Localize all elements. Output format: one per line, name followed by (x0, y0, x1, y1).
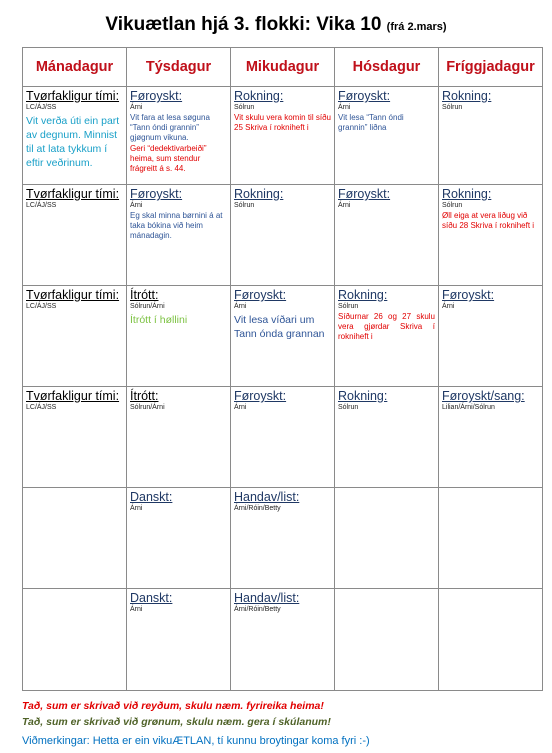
title-main: Vikuætlan hjá 3. flokki: Vika 10 (105, 14, 382, 35)
empty-cell (335, 488, 439, 589)
lesson-cell (439, 387, 543, 488)
lesson-subject: Danskt: (130, 490, 173, 504)
lesson-subject: Ítrótt: (130, 389, 159, 403)
lesson-teacher: Lilian/Árni/Sólrun (442, 404, 495, 411)
lesson-subject: Tvørfakligur tími: (26, 389, 120, 403)
lesson-teacher: Árni (130, 606, 143, 613)
empty-cell (335, 589, 439, 691)
lesson-cell (127, 286, 231, 387)
lesson-teacher: Árni/Róin/Betty (234, 606, 281, 613)
lesson-cell (23, 286, 127, 387)
lesson-note: Síðurnar 26 og 27 skulu vera gjørdar Skriva í rokniheft i (338, 312, 435, 341)
lesson-cell (439, 87, 543, 185)
lesson-teacher: LC/ÁJ/SS (26, 202, 57, 209)
lesson-subject: Tvørfakligur tími: (26, 89, 120, 103)
lesson-subject: Handav/list: (234, 591, 300, 605)
schedule-row-4 (23, 387, 543, 488)
schedule-row-2 (23, 185, 543, 286)
lesson-homework-note: Geri “dedektivarbeiði” heima, sum stendur frágreitt á s. 44. (130, 144, 207, 173)
lesson-note: Øll eiga at vera liðug við síðu 28 Skriva í rokniheft i (442, 211, 535, 230)
lesson-cell (335, 185, 439, 286)
lesson-subject: Tvørfakligur tími: (26, 288, 120, 302)
lesson-cell (439, 185, 543, 286)
lesson-note: Vit skulu vera komin til síðu 25 Skriva í rokniheft i (234, 113, 331, 132)
lesson-cell (127, 488, 231, 589)
lesson-cell (335, 87, 439, 185)
lesson-teacher: Sólrun (338, 303, 359, 310)
lesson-cell (23, 185, 127, 286)
footer-red-legend: Tað, sum er skrivað við reyðum, skulu næm. fyrireika heima! (22, 700, 324, 712)
lesson-subject: Rokning: (338, 389, 388, 403)
lesson-teacher: Sólrun (234, 104, 255, 111)
lesson-cell (127, 387, 231, 488)
lesson-cell (23, 87, 127, 185)
lesson-note: Ítrótt í høllini (130, 314, 188, 326)
lesson-subject: Rokning: (442, 187, 492, 201)
lesson-teacher: Árni (338, 202, 351, 209)
lesson-cell (231, 185, 335, 286)
lesson-subject: Ítrótt: (130, 288, 159, 302)
lesson-cell (231, 87, 335, 185)
lesson-cell (231, 286, 335, 387)
lesson-note: Vit fara at lesa søguna “Tann óndi grannin” gjøgnum vikuna. (130, 113, 210, 142)
lesson-teacher: Árni (442, 303, 455, 310)
lesson-teacher: Árni (130, 104, 143, 111)
lesson-subject: Rokning: (234, 187, 284, 201)
lesson-teacher: LC/ÁJ/SS (26, 104, 57, 111)
day-header-thursday: Hósdagur (335, 48, 439, 87)
lesson-teacher: Sólrun (234, 202, 255, 209)
empty-cell (23, 589, 127, 691)
lesson-teacher: Sólrun (442, 104, 463, 111)
schedule-row-5 (23, 488, 543, 589)
lesson-subject: Føroyskt: (130, 187, 183, 201)
schedule-row-6 (23, 589, 543, 691)
lesson-subject: Rokning: (338, 288, 388, 302)
lesson-subject: Rokning: (234, 89, 284, 103)
lesson-note: Vit lesa víðari um Tann ónda grannan (234, 314, 325, 340)
day-header-tuesday: Týsdagur (127, 48, 231, 87)
lesson-cell (439, 286, 543, 387)
empty-cell (439, 589, 543, 691)
lesson-teacher: Sólrun/Árni (130, 303, 165, 310)
day-header-friday: Fríggjadagur (439, 48, 543, 87)
schedule-row-3 (23, 286, 543, 387)
empty-cell (439, 488, 543, 589)
footer-remarks: Viðmerkingar: Hetta er ein vikuÆTLAN, tí kunnu broytingar koma fyri :-) (22, 735, 370, 747)
lesson-cell (335, 387, 439, 488)
lesson-teacher: Sólrun (442, 202, 463, 209)
lesson-subject: Føroyskt: (338, 187, 391, 201)
lesson-note: Vit verða úti ein part av degnum. Minnist til at lata tykkum í eftir veðrinum. (26, 115, 120, 169)
lesson-cell (127, 589, 231, 691)
lesson-teacher: Árni/Róin/Betty (234, 505, 281, 512)
lesson-teacher: Árni (234, 303, 247, 310)
title-date: (frá 2.mars) (386, 21, 447, 33)
lesson-teacher: Sólrun/Árni (130, 404, 165, 411)
lesson-cell (231, 589, 335, 691)
lesson-subject: Tvørfakligur tími: (26, 187, 120, 201)
lesson-subject: Føroyskt/sang: (442, 389, 525, 403)
footer-green-legend: Tað, sum er skrivað við grønum, skulu næm. gera í skúlanum! (22, 716, 331, 728)
empty-cell (23, 488, 127, 589)
day-header-row (23, 48, 543, 87)
lesson-teacher: Árni (130, 202, 143, 209)
lesson-subject: Rokning: (442, 89, 492, 103)
lesson-cell (23, 387, 127, 488)
lesson-teacher: Árni (130, 505, 143, 512)
lesson-cell (231, 387, 335, 488)
lesson-teacher: LC/ÁJ/SS (26, 303, 57, 310)
lesson-cell (127, 87, 231, 185)
lesson-teacher: Sólrun (338, 404, 359, 411)
lesson-cell (231, 488, 335, 589)
lesson-subject: Føroyskt: (130, 89, 183, 103)
lesson-teacher: Árni (338, 104, 351, 111)
lesson-note: Eg skal minna børnini á at taka bókina við heim mánadagin. (130, 211, 223, 240)
lesson-subject: Føroyskt: (234, 288, 287, 302)
lesson-subject: Føroyskt: (338, 89, 391, 103)
day-header-wednesday: Mikudagur (231, 48, 335, 87)
lesson-cell (127, 185, 231, 286)
lesson-cell (335, 286, 439, 387)
lesson-teacher: Árni (234, 404, 247, 411)
lesson-subject: Handav/list: (234, 490, 300, 504)
schedule-table (22, 47, 543, 691)
schedule-row-1 (23, 87, 543, 185)
lesson-subject: Danskt: (130, 591, 173, 605)
lesson-subject: Føroyskt: (234, 389, 287, 403)
lesson-note: Vit lesa “Tann óndi grannin” liðna (338, 113, 404, 132)
page-title (0, 14, 552, 36)
lesson-subject: Føroyskt: (442, 288, 495, 302)
lesson-teacher: LC/ÁJ/SS (26, 404, 57, 411)
day-header-monday: Mánadagur (23, 48, 127, 87)
